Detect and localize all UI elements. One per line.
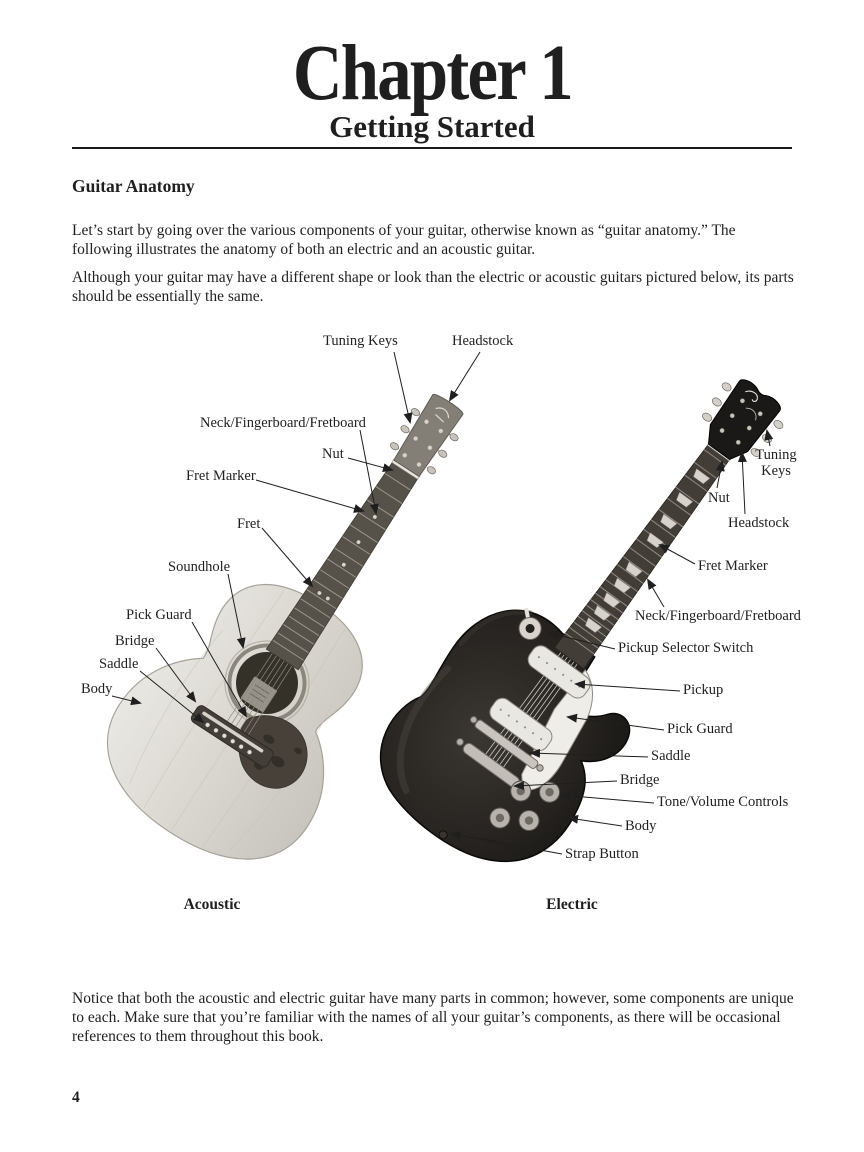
intro-paragraph-2: Although your guitar may have a different shape or look than the electric or acoustic guitars pictured below, its parts should be essentially the same. [72,268,794,305]
caption-acoustic: Acoustic [183,896,241,913]
title-rule [72,147,792,149]
guitar-diagram-artwork [72,330,792,935]
label-electric-neck: Neck/Fingerboard/Fretboard [635,608,801,624]
label-acoustic-fret-marker: Fret Marker [186,468,256,484]
leader-electric-body [569,818,622,826]
label-acoustic-pick-guard: Pick Guard [126,607,192,623]
leader-acoustic-tuning-keys [394,352,410,422]
leader-acoustic-nut [348,458,392,470]
label-electric-pick-guard: Pick Guard [667,721,733,737]
label-acoustic-fret: Fret [237,516,261,532]
label-electric-tuning-keys: Tuning Keys [755,447,797,479]
label-acoustic-body: Body [81,681,113,697]
label-electric-pickup-selector-switch: Pickup Selector Switch [618,640,754,656]
label-electric-body: Body [625,818,657,834]
label-electric-headstock: Headstock [728,515,790,531]
caption-electric: Electric [546,896,598,913]
label-acoustic-nut: Nut [322,446,344,462]
closing-paragraph: Notice that both the acoustic and electric guitar have many parts in common; however, some components are unique to each. Make sure that you’re familiar with the names of all your guitar’s components, as there will be occasional references to them throughout this book. [72,989,794,1046]
label-electric-bridge: Bridge [620,772,660,788]
label-electric-pickup: Pickup [683,682,724,698]
label-electric-strap-button: Strap Button [565,846,639,862]
leader-acoustic-fret-marker [256,480,363,511]
section-heading: Guitar Anatomy [72,176,195,196]
electric-neck-fretboard [555,441,734,668]
label-acoustic-saddle: Saddle [99,656,139,672]
leader-electric-headstock [742,453,745,514]
label-acoustic-tuning-keys: Tuning Keys [323,333,398,349]
leader-acoustic-fret [262,528,312,586]
label-acoustic-soundhole: Soundhole [168,559,231,575]
chapter-title: Chapter 1 [292,30,572,117]
page-number: 4 [72,1089,80,1106]
leader-electric-fret-marker [660,545,695,564]
label-electric-nut: Nut [708,490,730,506]
intro-paragraph-1: Let’s start by going over the various components of your guitar, otherwise known as “guitar anatomy.” The following illustrates the anatomy of both an electric and an acoustic guitar. [72,221,736,258]
label-electric-fret-marker: Fret Marker [698,558,768,574]
guitar-anatomy-diagram [72,330,801,935]
label-acoustic-bridge: Bridge [115,633,155,649]
label-electric-saddle: Saddle [651,748,691,764]
leader-electric-neck [648,580,664,607]
leader-acoustic-headstock [450,352,480,400]
label-electric-tone-volume-controls: Tone/Volume Controls [657,794,789,810]
label-acoustic-headstock: Headstock [452,333,514,349]
label-acoustic-neck: Neck/Fingerboard/Fretboard [200,415,366,431]
chapter-subtitle: Getting Started [329,109,535,144]
